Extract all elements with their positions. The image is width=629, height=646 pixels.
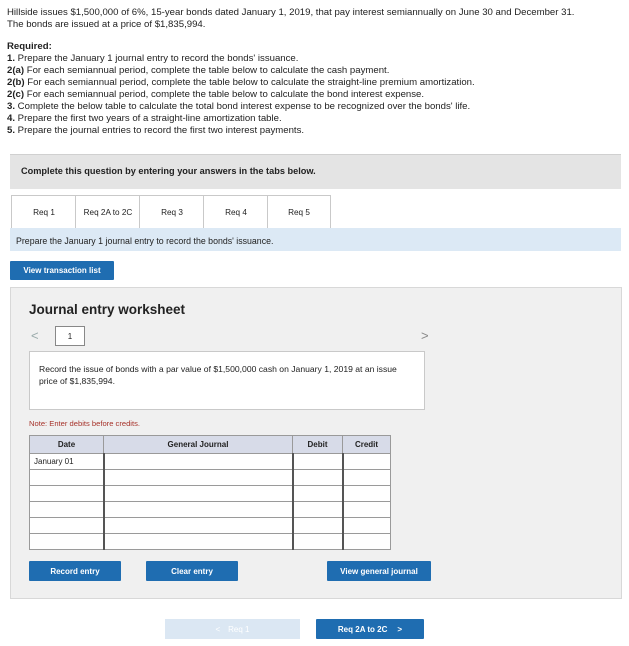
journal-row: [30, 518, 391, 534]
next-requirement-button[interactable]: [316, 619, 424, 639]
date-cell[interactable]: [30, 518, 104, 534]
required-item-number: 2(a): [7, 65, 25, 76]
debit-column-header: Debit: [293, 436, 343, 454]
view-general-journal-button[interactable]: View general journal: [327, 561, 431, 581]
date-cell[interactable]: [30, 486, 104, 502]
debit-cell[interactable]: [293, 486, 343, 502]
tab-req-4[interactable]: Req 4: [203, 195, 269, 229]
chevron-right-icon[interactable]: >: [421, 328, 429, 343]
chevron-right-icon: >: [397, 624, 403, 634]
prev-requirement-label: Req 1: [228, 624, 250, 634]
required-item-number: 1.: [7, 53, 16, 64]
credit-cell[interactable]: [343, 502, 391, 518]
required-item-number: 2(c): [7, 89, 25, 100]
problem-text-line-1: Hillside issues $1,500,000 of 6%, 15-year bonds dated January 1, 2019, that pay interest semiannually on June 30 and December 31.: [7, 7, 575, 18]
tab-req-1[interactable]: Req 1: [11, 195, 77, 229]
credit-cell[interactable]: [343, 518, 391, 534]
prev-requirement-button[interactable]: [165, 619, 300, 639]
required-item-text: Prepare the first two years of a straight-line amortization table.: [15, 113, 282, 124]
account-cell[interactable]: [104, 518, 293, 534]
tab-req-2a-to-2c[interactable]: Req 2A to 2C: [75, 195, 141, 229]
tab-req-3[interactable]: Req 3: [139, 195, 205, 229]
account-cell[interactable]: [104, 454, 293, 470]
general-journal-column-header: General Journal: [104, 436, 293, 454]
credit-cell[interactable]: [343, 454, 391, 470]
date-cell[interactable]: January 01: [30, 454, 104, 470]
debit-cell[interactable]: [293, 502, 343, 518]
credit-cell[interactable]: [343, 470, 391, 486]
chevron-left-icon[interactable]: <: [31, 328, 39, 343]
credit-column-header: Credit: [343, 436, 391, 454]
date-cell[interactable]: [30, 502, 104, 518]
required-heading: Required:: [7, 41, 52, 52]
debit-cell[interactable]: [293, 518, 343, 534]
required-item: [7, 77, 622, 89]
credit-cell[interactable]: [343, 534, 391, 550]
worksheet-title: Journal entry worksheet: [29, 302, 186, 317]
problem-text-line-2: The bonds are issued at a price of $1,835,994.: [7, 19, 206, 30]
debit-cell[interactable]: [293, 534, 343, 550]
debits-credits-note: Note: Enter debits before credits.: [29, 419, 141, 428]
next-requirement-label: Req 2A to 2C: [337, 624, 388, 634]
required-item: [7, 53, 622, 65]
required-item-number: 4.: [7, 113, 16, 124]
required-item-text: For each semiannual period, complete the table below to calculate the bond interest expense.: [24, 89, 425, 100]
required-item-text: For each semiannual period, complete the table below to calculate the straight-line premium amortization.: [24, 77, 475, 88]
tab-req-5[interactable]: Req 5: [267, 195, 331, 229]
required-item: [7, 113, 622, 125]
required-list: [7, 53, 622, 137]
account-cell[interactable]: [104, 534, 293, 550]
required-item-text: For each semiannual period, complete the table below to calculate the cash payment.: [24, 65, 390, 76]
required-item: [7, 125, 622, 137]
required-item: [7, 101, 622, 113]
account-cell[interactable]: [104, 486, 293, 502]
required-item: [7, 65, 622, 77]
journal-row: [30, 470, 391, 486]
view-transaction-list-button[interactable]: View transaction list: [10, 261, 114, 280]
account-cell[interactable]: [104, 470, 293, 486]
chevron-left-icon: <: [215, 624, 221, 634]
debit-cell[interactable]: [293, 470, 343, 486]
problem-statement: [7, 7, 622, 137]
required-item-number: 3.: [7, 101, 16, 112]
required-item-text: Complete the below table to calculate the total bond interest expense to be recognized over the bonds' life.: [15, 101, 471, 112]
date-cell[interactable]: [30, 534, 104, 550]
journal-row: [30, 534, 391, 550]
clear-entry-button[interactable]: Clear entry: [146, 561, 238, 581]
required-item-text: Prepare the January 1 journal entry to record the bonds' issuance.: [15, 53, 299, 64]
required-item-text: Prepare the journal entries to record the first two interest payments.: [15, 125, 305, 136]
record-entry-button[interactable]: Record entry: [29, 561, 121, 581]
journal-table: [29, 435, 391, 550]
journal-row: [30, 486, 391, 502]
date-column-header: Date: [30, 436, 104, 454]
required-item: [7, 89, 622, 101]
worksheet-page-number[interactable]: 1: [55, 326, 85, 346]
tab-prompt-text: Prepare the January 1 journal entry to record the bonds' issuance.: [16, 236, 274, 246]
account-cell[interactable]: [104, 502, 293, 518]
journal-header-row: [30, 436, 391, 454]
journal-row: [30, 454, 391, 470]
date-cell[interactable]: [30, 470, 104, 486]
tab-prompt-bar: [10, 228, 621, 251]
required-item-number: 5.: [7, 125, 16, 136]
instructions-bar: [10, 154, 621, 189]
transaction-description-box: [29, 351, 425, 410]
debit-cell[interactable]: [293, 454, 343, 470]
transaction-description: Record the issue of bonds with a par value of $1,500,000 cash on January 1, 2019 at an issue price of $1,835,994.: [39, 364, 397, 386]
credit-cell[interactable]: [343, 486, 391, 502]
required-item-number: 2(b): [7, 77, 25, 88]
instructions-text: Complete this question by entering your answers in the tabs below.: [21, 166, 316, 176]
journal-entry-worksheet: [10, 287, 622, 599]
journal-row: [30, 502, 391, 518]
